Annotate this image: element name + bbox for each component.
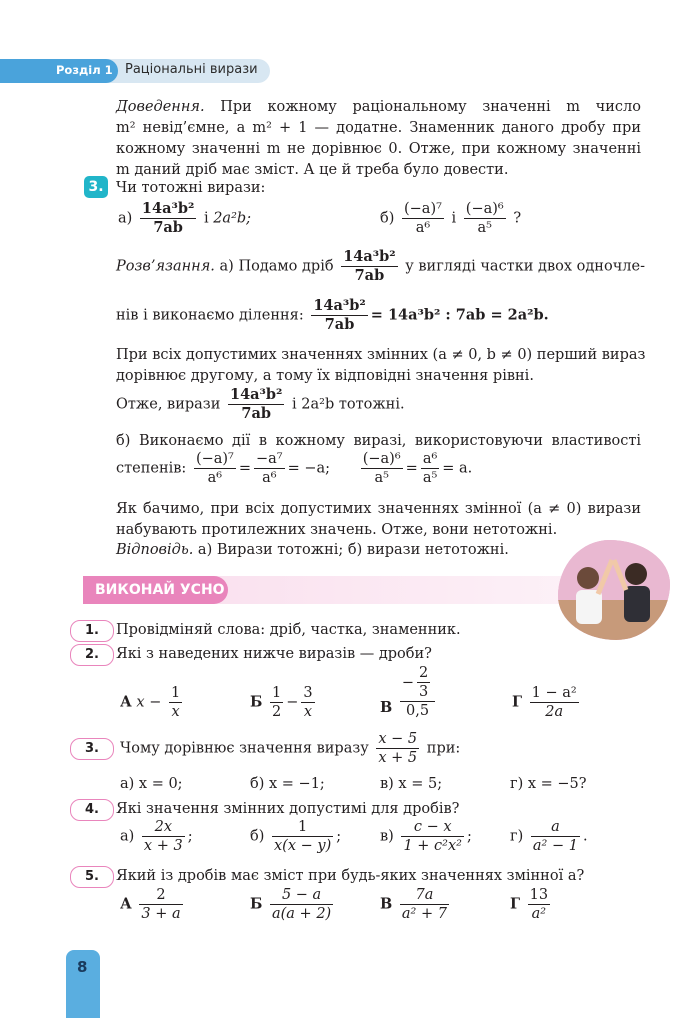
fraction: $\frac{3}{x}$	[303, 685, 313, 720]
example-part-b: б) $\frac{\text{(−a)⁷}}{\text{a⁶}}$ і $\frac{\text{(−a)⁶}}{\text{a⁵}}$ ?	[380, 201, 522, 236]
ex3-option: в) x = 5;	[380, 776, 443, 792]
fraction: $\frac{7a}{\text{a² + 7}}$	[401, 887, 447, 922]
fraction: $\frac{13}{\text{a²}}$	[529, 887, 549, 922]
exercise-5-text: Який із дробів має зміст при будь-яких значеннях змінної a?	[116, 868, 585, 884]
ex4-option-a: а) $\frac{2x}{x + 3}$ ;	[120, 819, 193, 854]
solution-para-1: При всіх допустимих значеннях змінних (a ≠ 0, b ≠ 0) перший вираз	[116, 347, 646, 363]
exercise-number: 4.	[70, 799, 114, 821]
exercise-4-text: Які значення змінних допустимі для дробів?	[116, 801, 460, 817]
fraction: $\frac{2x}{x + 3}$	[143, 819, 183, 854]
ex2-option-d: Г $\frac{\text{1 − a²}}{2a}$	[512, 685, 577, 720]
page-number: 8	[77, 958, 88, 976]
fraction: − $\frac{2}{3}$ 0,5	[400, 664, 435, 720]
fraction: $\frac{x - 5}{x + 5}$	[378, 731, 418, 766]
ex2-option-c: В − $\frac{2}{3}$ 0,5	[380, 664, 438, 720]
ex3-option: б) x = −1;	[250, 776, 325, 792]
ex5-option-a: А $\frac{2}{3 + a}$	[120, 887, 181, 922]
exercise-number: 3.	[70, 738, 114, 760]
ex5-option-d: Г $\frac{13}{\text{a²}}$	[510, 887, 549, 922]
fraction: $\frac{2}{3 + a}$	[141, 887, 181, 922]
section-title: Раціональні вирази	[125, 62, 258, 77]
solution-line-2: нів і виконаємо ділення: $\frac{\text{14a³b²}}{7ab}$ = 14a³b² : 7ab = 2a²b.	[116, 297, 549, 333]
fraction: $\frac{\text{14a³b²}}{7ab}$	[141, 200, 195, 236]
proof-label: Доведення.	[116, 99, 205, 115]
solution-para-2: дорівнює другому, а тому їх відповідні значення рівні.	[116, 368, 534, 384]
fraction: $\frac{\text{(−a)⁶}}{\text{a⁵}}$	[362, 451, 401, 486]
ex2-option-b: Б $\frac{1}{2}$ − $\frac{3}{x}$	[250, 685, 313, 720]
solution-para-4: б) Виконаємо дії в кожному виразі, використовуючи властивості	[116, 433, 641, 449]
solution-line-5: степенів: $\frac{\text{(−a)⁷}}{\text{a⁶}}$ = $\frac{\text{−a⁷}}{\text{a⁶}}$ = −a; $\frac{\text{(−a)⁶}}{\text{a⁵}}$ = $\frac{\text{a⁶}}{\text{a⁵}}$ = a.	[116, 451, 473, 486]
ex3-option: г) x = −5?	[510, 776, 587, 792]
oral-banner-title: ВИКОНАЙ УСНО	[95, 582, 225, 598]
exercise-number: 2.	[70, 644, 114, 666]
answer-label: Відповідь.	[116, 542, 194, 558]
proof-line-4: m даний дріб має зміст. А це й треба було довести.	[116, 162, 509, 178]
fraction: $\frac{a}{\text{a² − 1}}$	[532, 819, 578, 854]
example-part-a: а) $\frac{\text{14a³b²}}{7ab}$ і 2a²b;	[118, 200, 252, 236]
solution-label: Розв’язання.	[116, 258, 215, 275]
ex2-option-a: А x − $\frac{1}{x}$	[120, 685, 181, 720]
exercise-number: 5.	[70, 866, 114, 888]
ex4-option-d: г) $\frac{a}{\text{a² − 1}}$ .	[510, 819, 588, 854]
solution-para-6: Як бачимо, при всіх допустимих значеннях змінної (a ≠ 0) вирази	[116, 501, 641, 517]
fraction: $\frac{\text{1 − a²}}{2a}$	[531, 685, 577, 720]
fraction: $\frac{\text{(−a)⁷}}{\text{a⁶}}$	[195, 451, 234, 486]
proof-line-3: кожному значенні m не дорівнює 0. Отже, при кожному значенні	[116, 141, 641, 157]
fraction: $\frac{\text{(−a)⁶}}{\text{a⁵}}$	[465, 201, 504, 236]
exercise-1-text: Провідміняй слова: дріб, частка, знаменник.	[116, 622, 461, 638]
proof-line-2: m² невід’ємне, а m² + 1 — додатне. Знаменник даного дробу при	[116, 120, 641, 136]
exercise-number: 1.	[70, 620, 114, 642]
section-label: Розділ 1	[56, 63, 113, 77]
fraction: $\frac{\text{−a⁷}}{\text{a⁶}}$	[256, 451, 283, 486]
example-number-badge: 3.	[84, 176, 108, 198]
fraction: $\frac{\text{a⁶}}{\text{a⁵}}$	[422, 451, 438, 486]
fraction: $\frac{5 - a}{a(a + 2)}$	[272, 887, 332, 922]
fraction: $\frac{1}{x(x - y)}$	[274, 819, 332, 854]
ex5-option-b: Б $\frac{5 - a}{a(a + 2)}$	[250, 887, 332, 922]
exercise-2-text: Які з наведених нижче виразів — дроби?	[116, 646, 432, 662]
solution-para-7: набувають протилежних значень. Отже, вони нетотожні.	[116, 522, 558, 538]
fraction: $\frac{\text{14a³b²}}{7ab}$	[229, 386, 283, 422]
answer-line: Відповідь. а) Вирази тотожні; б) вирази нетотожні.	[116, 542, 509, 558]
example-question: Чи тотожні вирази:	[116, 180, 266, 196]
solution-line-3: Отже, вирази $\frac{\text{14a³b²}}{7ab}$ і 2a²b тотожні.	[116, 386, 405, 422]
fraction: $\frac{1}{x}$	[170, 685, 181, 720]
ex4-option-c: в) $\frac{c - x}{\text{1 + c²x²}}$ ;	[380, 819, 472, 854]
ex4-option-b: б) $\frac{1}{x(x - y)}$ ;	[250, 819, 342, 854]
ex3-option: а) x = 0;	[120, 776, 183, 792]
solution-line-1: Розв’язання. а) Подамо дріб $\frac{\text{14a³b²}}{7ab}$ у вигляді частки двох одночле-	[116, 248, 645, 284]
ex5-option-c: В $\frac{7a}{\text{a² + 7}}$	[380, 887, 447, 922]
exercise-3-text: Чому дорівнює значення виразу $\frac{x - 5}{x + 5}$ при:	[120, 731, 461, 766]
proof-line-1: Доведення. При кожному раціональному значенні m число	[116, 99, 641, 115]
fraction: $\frac{\text{(−a)⁷}}{\text{a⁶}}$	[404, 201, 442, 236]
fraction: $\frac{2}{3}$	[419, 665, 429, 700]
fraction: $\frac{\text{14a³b²}}{7ab}$	[313, 297, 366, 333]
fraction: $\frac{1}{2}$	[272, 685, 282, 720]
fraction: $\frac{c - x}{\text{1 + c²x²}}$	[403, 819, 462, 854]
fraction: $\frac{\text{14a³b²}}{7ab}$	[343, 248, 396, 284]
